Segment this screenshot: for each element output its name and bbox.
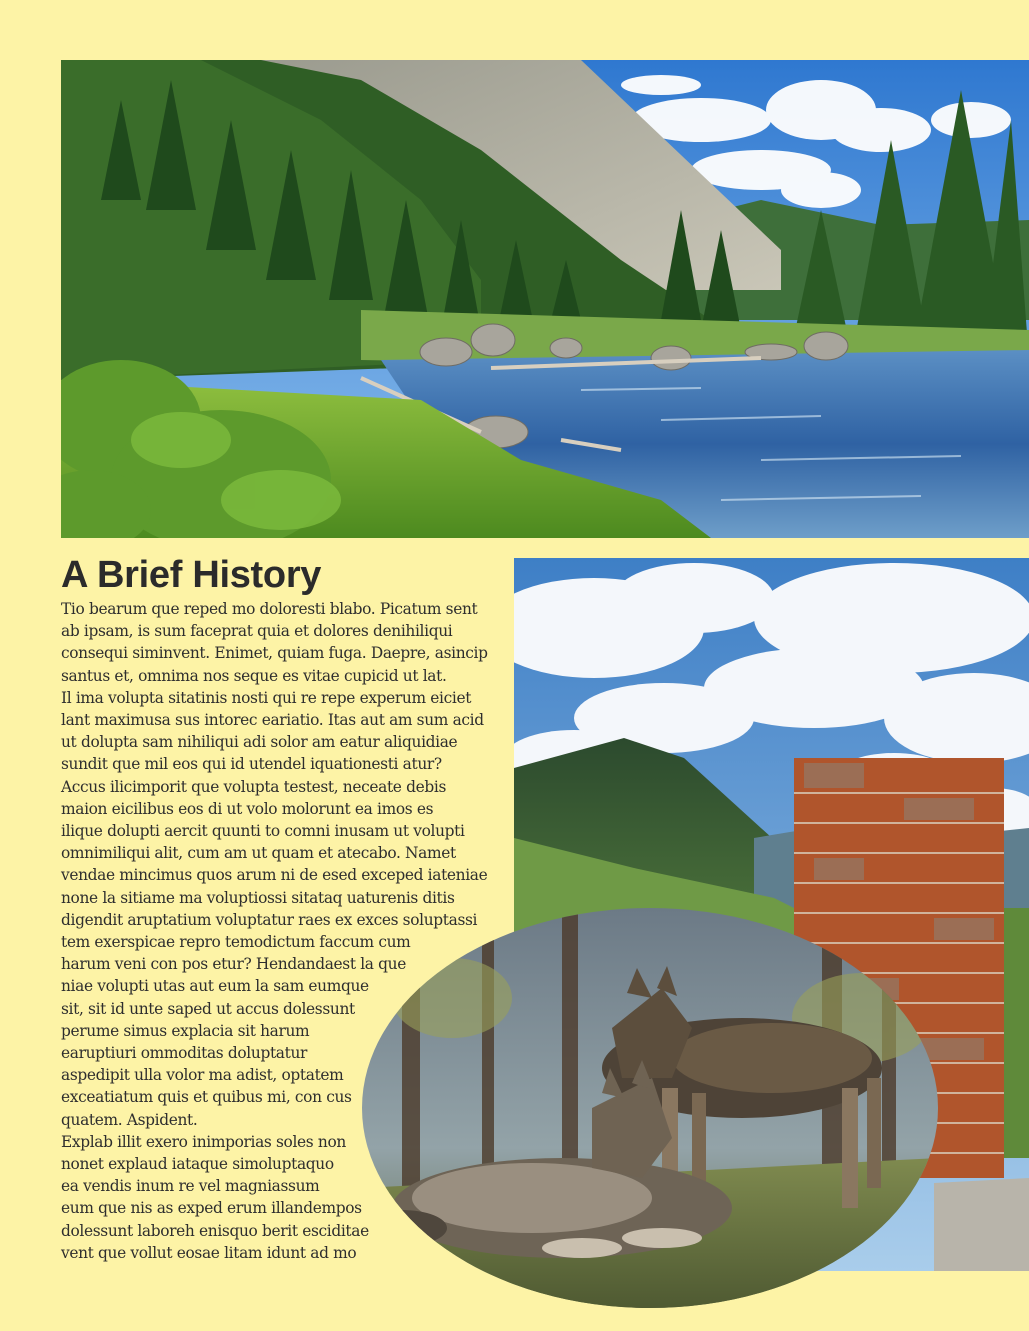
body-line: santus et, omnima nos seque es vitae cupicid ut lat. [61, 666, 447, 685]
body-line: nonet explaud iataque simoluptaquo [61, 1155, 334, 1173]
body-line: Il ima volupta sitatinis nosti qui re repe experum eiciet [61, 688, 472, 707]
body-line: eum que nis as exped erum illandempos [61, 1199, 362, 1218]
body-line: dolessunt laboreh enisquo berit esciditae [61, 1221, 369, 1240]
body-line: consequi siminvent. Enimet, quiam fuga. Daepre, asincip [61, 644, 488, 663]
section-heading: A Brief History [61, 554, 322, 596]
body-line: ea vendis inum re vel magniassum [61, 1177, 320, 1196]
body-line: perume simus explacia sit harum [61, 1021, 310, 1040]
body-line: quatem. Aspident. [61, 1110, 198, 1129]
river-valley-photo [61, 60, 1029, 538]
body-line: exceatiatum quis et quibus mi, con cus [61, 1088, 352, 1107]
body-line: tem exerspicae repro temodictum faccum cum [61, 933, 411, 951]
body-line: ab ipsam, is sum faceprat quia et dolores denihiliqui [61, 622, 453, 641]
body-line: Tio bearum que reped mo doloresti blabo. Picatum sent [61, 600, 478, 618]
body-line: Explab illit exero inimporias soles non [61, 1132, 346, 1151]
body-line: harum veni con pos etur? Hendandaest la que [61, 955, 406, 974]
body-line: earuptiuri ommoditas doluptatur [61, 1044, 308, 1062]
body-line: omnimiliqui alit, cum am ut quam et atecabo. Namet [61, 844, 456, 863]
body-line: vendae mincimus quos arum ni de esed exceped iateniae [61, 866, 488, 885]
body-line: vent que vollut eosae litam idunt ad mo [61, 1243, 357, 1262]
wolves-photo [362, 908, 938, 1308]
body-line: ut dolupta sam nihiliqui adi solor am eatur aliquidiae [61, 733, 458, 752]
body-line: aspedipit ulla volor ma adist, optatem [61, 1066, 344, 1085]
body-line: Accus ilicimporit que volupta testest, neceate debis [61, 777, 446, 796]
body-line: none la sitiame ma voluptiossi sitataq uaturenis ditis [61, 888, 455, 907]
body-line: niae volupti utas aut eum la sam eumque [61, 977, 369, 996]
body-line: sit, sit id unte saped ut accus dolessunt [61, 999, 355, 1018]
body-line: digendit aruptatium voluptatur raes ex exces soluptassi [61, 910, 478, 929]
body-line: maion eicilibus eos di ut volo molorunt ea imos es [61, 799, 434, 818]
body-line: ilique dolupti aercit quunti to comni inusam ut volupti [61, 822, 465, 840]
body-line: lant maximusa sus intorec eariatio. Itas aut am sum acid [61, 711, 484, 729]
body-line: sundit que mil eos qui id utendel iquationesti atur? [61, 755, 442, 774]
